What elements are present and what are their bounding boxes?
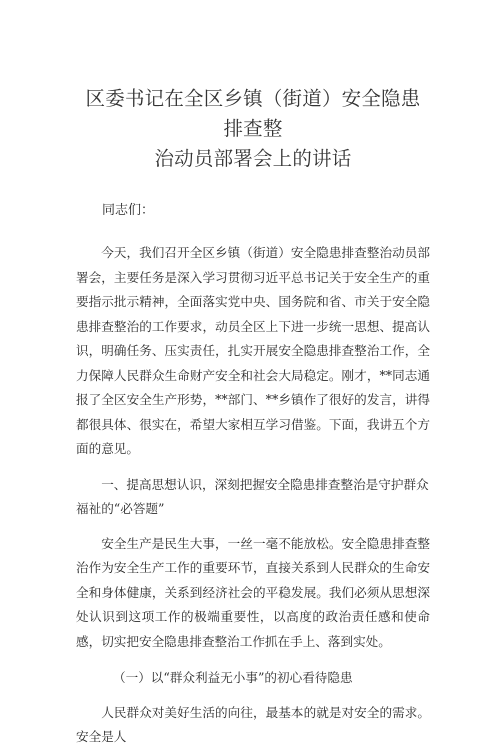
- intro-paragraph: 今天，我们召开全区乡镇（街道）安全隐患排查整治动员部署会，主要任务是深入学习贯彻习近平总书记关于安全生产的重要指示批示精神，全面落实党中央、国务院和省、市关于安全隐患排查整治的工作要求，动员全区上下进一步统一思想、提高认识，明确任务、压实责任，扎实开展安全隐患排查整治工作，全力保障人民群众生命财产安全和社会大局稳定。刚才，**同志通报了全区安全生产形势，**部门、**乡镇作了很好的发言，讲得都很具体、很实在，希望大家相互学习借鉴。下面，我讲五个方面的意见。: [76, 245, 430, 456]
- section-1-heading: 一、提高思想认识，深刻把握安全隐患排查整治是守护群众福祉的“必答题”: [76, 476, 429, 516]
- document-title: [76, 84, 430, 174]
- subsection-1-heading: （一）以“群众利益无小事”的初心看待隐患: [113, 670, 353, 685]
- title-line-1: 区委书记在全区乡镇（街道）安全隐患排查整: [85, 87, 421, 140]
- subsection-1-body: 人民群众对美好生活的向往，最基本的就是对安全的需求。安全是人: [76, 704, 430, 744]
- title-line-2: 治动员部署会上的讲话: [154, 147, 352, 170]
- salutation: 同志们：: [102, 203, 155, 218]
- section-1-body: 安全生产是民生大事，一丝一毫不能放松。安全隐患排查整治作为安全生产工作的重要环节，直接关系到人民群众的生命安全和身体健康，关系到经济社会的平稳发展。我们必须从思想深处认识到这项工作的极端重要性，以高度的政治责任感和使命感，切实把安全隐患排查整治工作抓在手上、落到实处。: [76, 535, 430, 649]
